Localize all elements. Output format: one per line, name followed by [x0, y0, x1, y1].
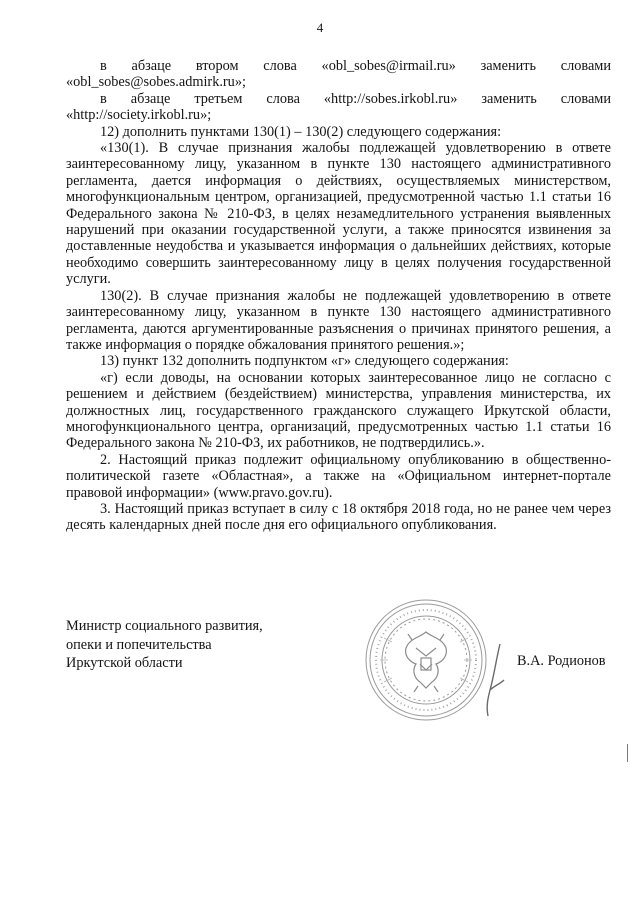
paragraph-item-13: 13) пункт 132 дополнить подпунктом «г» следующего содержания:	[100, 353, 509, 370]
paragraph-effective-date: 3. Настоящий приказ вступает в силу с 18 октября 2018 года, но не ранее чем через десять календарных дней после дня его официального опубликования.	[66, 500, 611, 534]
paragraph-130-2: 130(2). В случае признания жалобы не подлежащей удовлетворению в ответе заинтересованному лицу, указанном в пункте 130 настоящего административного регламента, даются аргументированные разъяснения о причинах принятого решения, а также информация о порядке обжалования принятого решения.»;	[66, 287, 611, 353]
paragraph-amend-site: в абзаце третьем слова «http://sobes.irkobl.ru» заменить словами «http://society.irkobl.ru»;	[66, 90, 611, 124]
signer-position-line: Министр социального развития,	[66, 618, 263, 634]
paragraph-item-12: 12) дополнить пунктами 130(1) – 130(2) следующего содержания:	[100, 123, 502, 140]
page-number: 4	[316, 20, 324, 35]
paragraph-amend-email: в абзаце втором слова «obl_sobes@irmail.ru» заменить словами «obl_sobes@sobes.admirk.ru»;	[66, 58, 611, 91]
paragraph-subitem-g: «г) если доводы, на основании которых заинтересованное лицо не согласно с решением и действием (бездействием) министерства, управления министерства, их должностных лиц, государственного гражданского служащего Иркутской области, многофункционального центра, организаций, предусмотренных частью 1.1 статьи 16 Федерального закона № 210-ФЗ, их работников, не подтвердились.».	[66, 369, 611, 452]
signer-position-line: опеки и попечительства	[66, 636, 212, 653]
handwritten-signature-mark	[470, 640, 510, 720]
paragraph-publication: 2. Настоящий приказ подлежит официальному опубликованию в общественно-политической газете «Областная», а также на «Официальном интернет-портале правовой информации» (www.pravo.gov.ru).	[66, 451, 611, 501]
signer-name: В.А. Родионов	[517, 653, 606, 669]
signer-position	[66, 617, 263, 673]
signer-position-line: Иркутской области	[66, 655, 183, 672]
scan-artifact	[627, 744, 628, 762]
paragraph-130-1: «130(1). В случае признания жалобы подлежащей удовлетворению в ответе заинтересованному лицу, указанном в пункте 130 настоящего административного регламента, дается информация о действиях, осуществляемых министерством, многофункциональным центром, организацией, предусмотренной частью 1.1 статьи 16 Федерального закона № 210-ФЗ, в целях незамедлительного устранения выявленных нарушений при оказании государственной услуги, а также приносятся извинения за доставленные неудобства и указывается информация о дальнейших действиях, которые необходимо совершить заинтересованному лицу в целях получения государственной услуги.	[66, 140, 611, 288]
document-body	[66, 58, 611, 534]
